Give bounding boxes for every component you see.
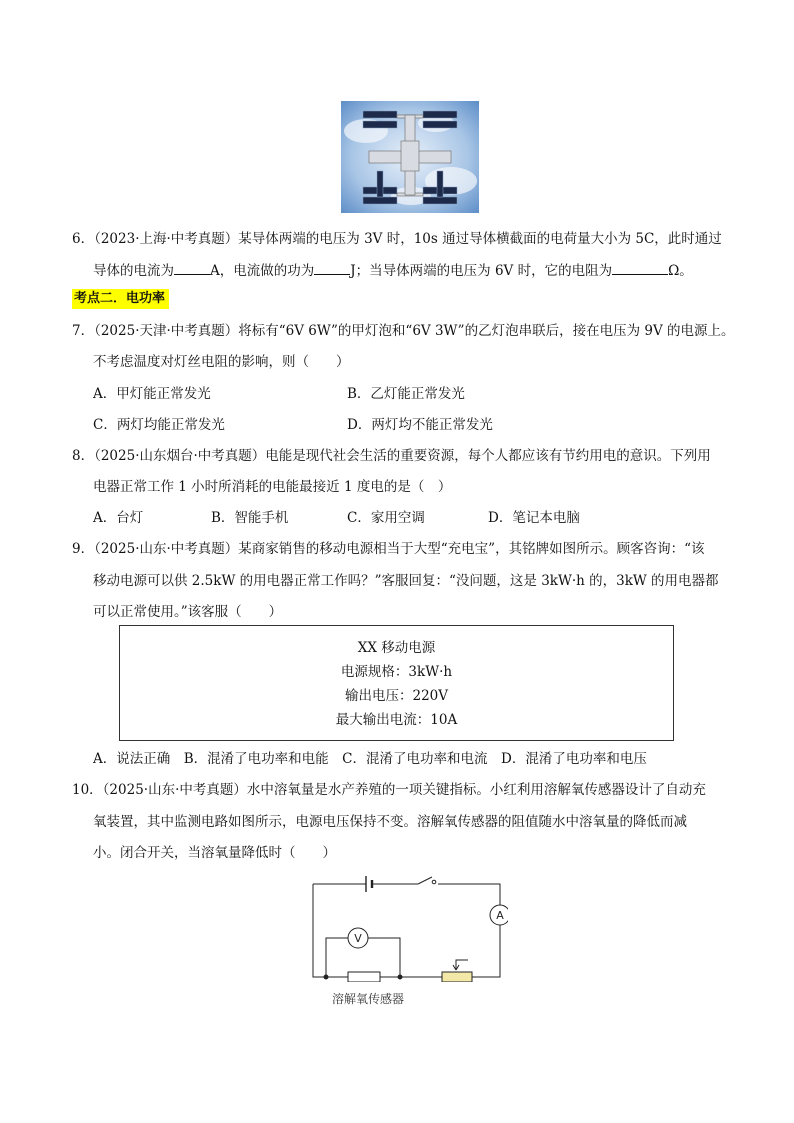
voltmeter-label: V bbox=[354, 932, 362, 945]
q8-option-b[interactable]: B．智能手机 bbox=[211, 510, 289, 526]
switch-blade bbox=[418, 877, 432, 884]
switch-contact bbox=[432, 880, 436, 884]
ammeter-label: A bbox=[496, 909, 504, 922]
q10-line2: 氧装置，其中监测电路如图所示，电源电压保持不变。溶解氧传感器的阻值随水中溶氧量的降低而减 bbox=[93, 814, 687, 830]
sensor-resistor bbox=[348, 972, 380, 982]
wire-top-right bbox=[438, 884, 500, 905]
q7-option-a[interactable]: A．甲灯能正常发光 bbox=[93, 386, 211, 402]
rheostat-slider bbox=[456, 960, 468, 970]
nameplate-capacity: 电源规格：3kW·h bbox=[340, 664, 453, 680]
q6-blank-work[interactable] bbox=[314, 261, 350, 275]
q8-line2: 电器正常工作 1 小时所消耗的电能最接近 1 度电的是（ ） bbox=[93, 479, 452, 495]
wire-left bbox=[313, 884, 326, 977]
q8-option-a[interactable]: A．台灯 bbox=[93, 510, 144, 526]
wire-right-down bbox=[472, 925, 500, 977]
q6-line2 bbox=[93, 261, 693, 280]
q6-blank-resistance[interactable] bbox=[612, 261, 668, 275]
q10-line1: 10．（2025·山东·中考真题）水中溶氧量是水产养殖的一项关键指标。小红利用溶解氧传感器设计了自动充 bbox=[72, 782, 706, 798]
q6-line1 bbox=[72, 230, 722, 248]
section-heading: 考点二．电功率 bbox=[72, 289, 169, 309]
q7-line1: 7．（2025·天津·中考真题）将标有“6V 6W”的甲灯泡和“6V 3W”的乙灯泡串联后，接在电压为 9V 的电源上。 bbox=[72, 323, 735, 339]
q6-line2-d: Ω。 bbox=[668, 263, 693, 279]
q7-option-d[interactable]: D．两灯均不能正常发光 bbox=[347, 417, 493, 433]
q8-option-d[interactable]: D．笔记本电脑 bbox=[488, 510, 580, 526]
q6-line2-c: J；当导体两端的电压为 6V 时，它的电阻为 bbox=[350, 263, 613, 279]
q8-line1: 8．（2025·山东烟台·中考真题）电能是现代社会生活的重要资源，每个人都应该有节约用电的意识。下列用 bbox=[72, 448, 711, 464]
circuit-diagram bbox=[308, 872, 508, 982]
wire-voltmeter-left bbox=[326, 938, 348, 977]
rheostat bbox=[442, 972, 472, 982]
q9-line2: 移动电源可以供 2.5kW 的用电器正常工作吗？”客服回复：“没问题，这是 3kW·h 的，3kW 的用电器都 bbox=[93, 573, 719, 589]
power-bank-nameplate bbox=[119, 625, 674, 741]
q6-blank-current[interactable] bbox=[174, 261, 210, 275]
q9-options[interactable]: A．说法正确 B．混淆了电功率和电能 C．混淆了电功率和电流 D．混淆了电功率和电压 bbox=[93, 751, 647, 767]
nameplate-title: XX 移动电源 bbox=[357, 640, 436, 656]
q8-option-c[interactable]: C．家用空调 bbox=[347, 510, 425, 526]
nameplate-voltage: 输出电压：220V bbox=[344, 688, 449, 704]
q6-line1-text: 6．（2023·上海·中考真题）某导体两端的电压为 3V 时，10s 通过导体横截面的电荷量大小为 5C，此时通过 bbox=[72, 231, 722, 247]
q10-line3: 小。闭合开关，当溶氧量降低时（ ） bbox=[93, 845, 336, 861]
nameplate-current: 最大输出电流：10A bbox=[335, 712, 458, 728]
q7-option-c[interactable]: C．两灯均能正常发光 bbox=[93, 417, 225, 433]
wire-voltmeter-right bbox=[368, 938, 400, 977]
q7-option-b[interactable]: B．乙灯能正常发光 bbox=[347, 386, 465, 402]
q9-line1: 9．（2025·山东·中考真题）某商家销售的移动电源相当于大型“充电宝”，其铭牌如图所示。顾客咨询：“该 bbox=[72, 541, 705, 557]
sensor-caption: 溶解氧传感器 bbox=[332, 992, 405, 1006]
q9-line3: 可以正常使用。”该客服（ ） bbox=[93, 604, 283, 620]
q6-line2-a: 导体的电流为 bbox=[93, 263, 174, 279]
space-station-image bbox=[341, 101, 479, 213]
q6-line2-b: A，电流做的功为 bbox=[210, 263, 315, 279]
q7-line2: 不考虑温度对灯丝电阻的影响，则（ ） bbox=[93, 354, 350, 370]
